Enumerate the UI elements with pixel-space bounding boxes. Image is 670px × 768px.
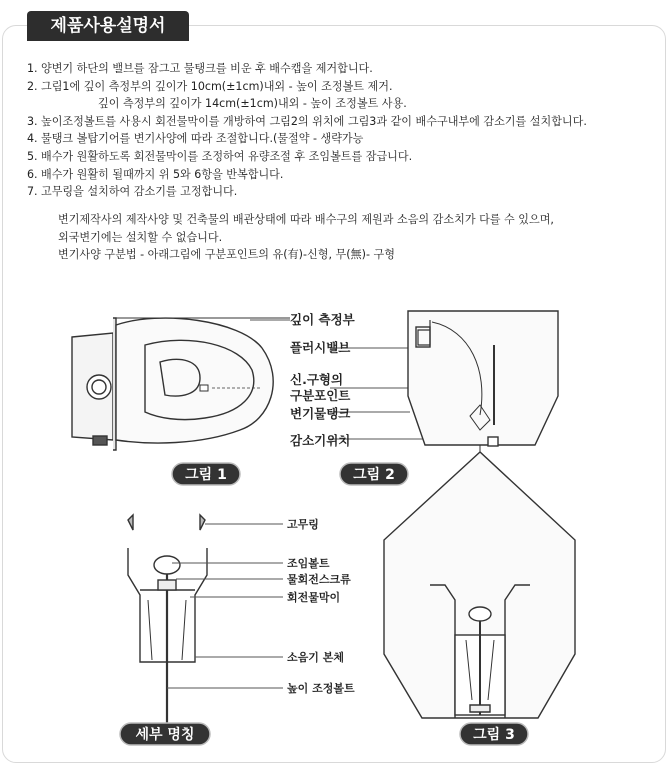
label-tightening-bolt: 조임볼트 bbox=[287, 557, 330, 570]
page-title: 제품사용설명서 bbox=[27, 11, 189, 41]
caption-fig1 bbox=[172, 463, 240, 485]
caption-detail bbox=[120, 723, 210, 745]
step-number: 2. bbox=[27, 79, 38, 93]
svg-text:세부 명칭: 세부 명칭 bbox=[135, 727, 195, 743]
label-silencer-body: 소음기 본체 bbox=[287, 651, 344, 664]
svg-text:그림 2: 그림 2 bbox=[353, 467, 395, 483]
note-line: 외국변기에는 설치할 수 없습니다. bbox=[58, 230, 223, 244]
detail-leaders bbox=[167, 524, 283, 688]
note-line: 변기사양 구분법 - 아래그림에 구분포인트의 유(有)-신형, 무(無)- 구형 bbox=[58, 248, 395, 262]
caption-fig3 bbox=[460, 723, 528, 745]
label-flush-valve: 플러시밸브 bbox=[290, 340, 351, 355]
label-rotation-screw: 물회전스크류 bbox=[287, 573, 351, 586]
label-new-old-1: 신.구형의 bbox=[290, 372, 344, 387]
label-reducer-position: 감소기위치 bbox=[290, 433, 351, 448]
label-rubber-ring: 고무링 bbox=[287, 518, 319, 531]
step-text: 물탱크 볼탑기어를 변기사양에 따라 조절합니다.(물절약 - 생략가능 bbox=[41, 132, 364, 146]
label-new-old-2: 구분포인트 bbox=[290, 388, 351, 403]
step-number: 6. bbox=[27, 167, 38, 181]
label-tank: 변기물탱크 bbox=[290, 406, 351, 421]
note-line: 변기제작사의 제작사양 및 건축물의 배관상태에 따라 배수구의 제원과 소음의 감소치가 다를 수 있으며, bbox=[58, 213, 554, 226]
step-text: 높이조정볼트를 사용시 회전물막이를 개방하여 그림2의 위치에 그림3과 같이 배수구내부에 감소기를 설치합니다. bbox=[41, 114, 587, 128]
svg-text:그림 3: 그림 3 bbox=[473, 727, 515, 743]
caption-fig2 bbox=[340, 463, 408, 485]
step-text: 양변기 하단의 밸브를 잠그고 물탱크를 비운 후 배수캡을 제거합니다. bbox=[41, 62, 373, 75]
label-rotating-shield: 회전물막이 bbox=[287, 591, 341, 604]
detail-assembly bbox=[128, 515, 207, 735]
step-number: 4. bbox=[27, 132, 38, 146]
label-height-bolt: 높이 조정볼트 bbox=[287, 682, 355, 695]
svg-text:그림 1: 그림 1 bbox=[185, 467, 227, 483]
step-text: 고무링을 설치하여 감소기를 고정합니다. bbox=[41, 185, 238, 199]
step-text: 깊이 측정부의 깊이가 14cm(±1cm)내외 - 높이 조정볼트 사용. bbox=[98, 97, 407, 111]
step-text: 배수가 원활히 될때까지 위 5와 6항을 반복합니다. bbox=[41, 167, 284, 181]
step-text: 그림1에 깊이 측정부의 깊이가 10cm(±1cm)내외 - 높이 조정볼트 제거. bbox=[41, 79, 393, 93]
label-depth: 깊이 측정부 bbox=[290, 312, 355, 327]
figure-3-cross-section bbox=[384, 452, 575, 718]
step-number: 3. bbox=[27, 114, 38, 128]
step-number: 1. bbox=[27, 62, 38, 75]
step-text: 배수가 원활하도록 회전물막이를 조정하여 유량조절 후 조임볼트를 잠급니다. bbox=[41, 149, 413, 163]
figure-1-toilet bbox=[72, 318, 290, 450]
step-number: 7. bbox=[27, 185, 38, 199]
step-number: 5. bbox=[27, 149, 38, 163]
